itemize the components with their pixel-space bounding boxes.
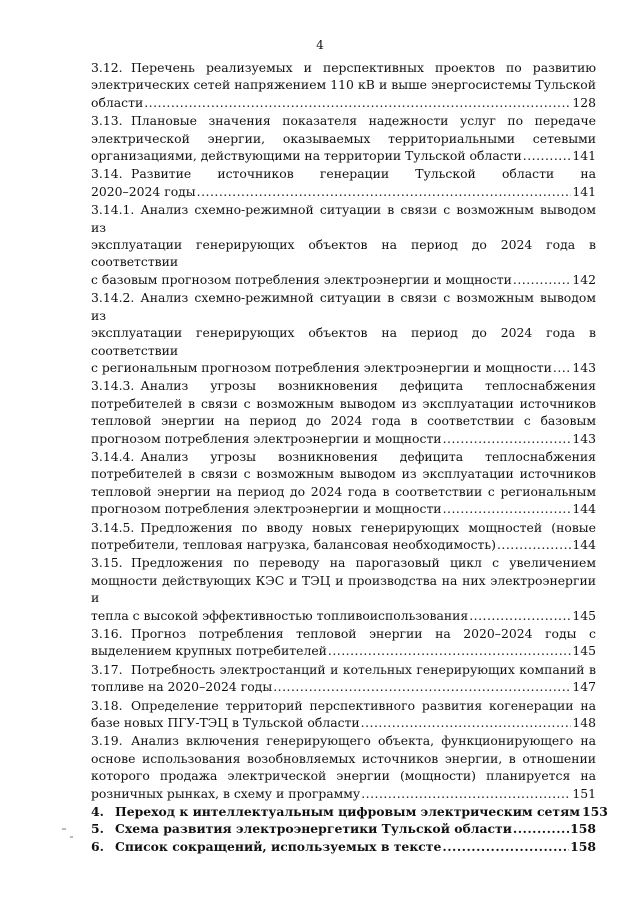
toc-entry-line (91, 625, 596, 642)
toc-entry-text: Анализ схемно-режимной ситуации в связи с возможным выводом из (91, 290, 596, 323)
toc-entry-text: Развитие источников генерации Тульской области на (131, 166, 596, 182)
toc-entry-line (91, 289, 596, 324)
toc-entry-text: эксплуатации генерирующих объектов на период до 2024 года в соответствии (91, 325, 596, 358)
toc-entry-text: которого продажа электрической энергии (мощности) планируется на (91, 768, 596, 784)
toc-entry-text: Анализ угрозы возникновения дефицита теплоснабжения (140, 378, 596, 394)
toc-entry (91, 165, 596, 201)
toc-page-number: 141 (572, 148, 596, 164)
toc-entry-number: 3.14.3. (91, 378, 135, 394)
toc-entry-text: Анализ включения генерирующего объекта, функционирующего на (131, 733, 596, 749)
toc-entry-last-line (91, 147, 596, 164)
toc-entry-line (91, 483, 596, 500)
toc-page-number: 153 (582, 804, 608, 820)
toc-page-number: 141 (572, 183, 596, 199)
toc-entry-text: 2020–2024 годы (91, 183, 196, 199)
toc-entry-line (91, 448, 596, 465)
toc-entry-line (91, 377, 596, 394)
toc-entry-line (91, 697, 596, 714)
toc-entry-line (91, 395, 596, 412)
toc-entry-last-line (91, 642, 596, 659)
toc-leader-dots (361, 714, 572, 731)
toc-section-number: 6. (91, 838, 104, 854)
toc-entry (91, 448, 596, 519)
toc-entry-line (91, 732, 596, 749)
toc-entry-text: прогнозом потребления электроэнергии и мощности (91, 430, 442, 446)
toc-entry-text: с базовым прогнозом потребления электроэнергии и мощности (91, 271, 512, 287)
toc-leader-dots (497, 536, 571, 553)
toc-entry-line (91, 412, 596, 429)
toc-entry-text: тепловой энергии на период до 2024 года в соответствии с базовым (91, 413, 596, 429)
toc-entry (91, 112, 596, 165)
toc-entry (91, 59, 596, 112)
toc-entry-text: Прогноз потребления тепловой энергии на 2020–2024 годы с (131, 626, 596, 641)
toc-entry-number: 3.17. (91, 661, 123, 677)
toc-entry-text: потребителей в связи с возможным выводом из эксплуатации источников (91, 466, 596, 482)
toc-entry-number: 3.14.2. (91, 290, 135, 306)
toc-leader-dots (328, 642, 571, 659)
toc-entry-number: 3.14. (91, 166, 123, 182)
toc-section-number: 4. (91, 804, 104, 820)
toc-entry-number: 3.14.1. (91, 202, 135, 218)
toc-entry-line (91, 165, 596, 182)
toc-entry-last-line (91, 271, 596, 288)
toc-entry-text: розничных рынках, в схему и программу (91, 785, 361, 801)
toc-entry-line (91, 465, 596, 482)
toc-entry-line (91, 661, 596, 678)
toc-entry-text: Анализ схемно-режимной ситуации в связи с возможным выводом из (91, 202, 596, 235)
toc-entry-text: основе использования возобновляемых источников энергии, в отношении (91, 750, 596, 766)
toc-page-number: 143 (572, 430, 596, 446)
toc-page-number: 158 (570, 838, 596, 854)
toc-entry-last-line (91, 359, 596, 376)
toc-page-number: 142 (572, 271, 596, 287)
toc-entry-last-line (91, 785, 596, 802)
page-number: 4 (316, 38, 324, 52)
toc-entry-last-line (91, 94, 596, 111)
toc-leader-dots (513, 820, 569, 837)
toc-entry-text: организациями, действующими на территории Тульской области (91, 148, 522, 164)
table-of-contents (91, 59, 608, 855)
toc-page-number: 144 (572, 501, 596, 517)
toc-entry-line (91, 324, 596, 359)
toc-leader-dots (443, 500, 572, 517)
toc-entry-text: электрических сетей напряжением 110 кВ и выше энергосистемы Тульской (91, 77, 596, 93)
toc-entry (91, 661, 596, 697)
toc-entry-text: тепла с высокой эффективностью топливоиспользования (91, 607, 469, 623)
toc-entry-text: потребители, тепловая нагрузка, балансовая необходимость) (91, 536, 496, 552)
toc-entry (91, 697, 596, 733)
toc-entry-line (91, 750, 596, 767)
toc-entry-text: базе новых ПГУ-ТЭЦ в Тульской области (91, 715, 360, 731)
toc-leader-dots (553, 359, 571, 376)
toc-entry-last-line (91, 678, 596, 695)
toc-page-number: 151 (572, 785, 596, 801)
toc-entry-number: 3.12. (91, 60, 123, 75)
toc-entry-last-line (91, 536, 596, 553)
toc-entry-line (91, 76, 596, 93)
toc-entry-text: Определение территорий перспективного развития когенерации на (131, 697, 596, 713)
toc-section-title: Схема развития электроэнергетики Тульской области (115, 821, 512, 837)
toc-entry-text: Предложения по переводу на парогазовый цикл с увеличением (131, 555, 596, 571)
toc-section-number: 5. (91, 821, 104, 837)
toc-page-number: 148 (572, 715, 596, 731)
toc-page-number: 128 (572, 94, 596, 110)
toc-section-title: Переход к интеллектуальным цифровым электрическим сетям (115, 804, 581, 820)
toc-leader-dots (513, 271, 571, 288)
toc-entry-number: 3.13. (91, 113, 123, 129)
toc-entry-text: топливе на 2020–2024 годы (91, 679, 273, 695)
toc-leader-dots (442, 838, 569, 855)
toc-entry-line (91, 59, 596, 76)
toc-leader-dots (361, 785, 571, 802)
toc-leader-dots (469, 607, 571, 624)
toc-section (91, 838, 596, 855)
toc-section (91, 803, 608, 820)
toc-entry-text: области (91, 94, 144, 110)
scan-artifact (70, 836, 73, 838)
toc-entry (91, 625, 596, 661)
toc-entry-line (91, 572, 596, 607)
toc-entry-line (91, 112, 596, 129)
toc-entry-text: мощности действующих КЭС и ТЭЦ и производства на них электроэнергии и (91, 572, 596, 606)
toc-entry-text: выделением крупных потребителей (91, 643, 327, 659)
toc-entry-text: прогнозом потребления электроэнергии и мощности (91, 501, 442, 517)
toc-page-number: 143 (572, 359, 596, 375)
toc-entry-line (91, 519, 596, 536)
toc-entry-line (91, 554, 596, 571)
toc-entry-text: Анализ угрозы возникновения дефицита теплоснабжения (140, 448, 596, 464)
toc-section (91, 820, 596, 837)
toc-entry-text: Потребность электростанций и котельных генерирующих компаний в (131, 661, 596, 677)
toc-entry-text: Перечень реализуемых и перспективных проектов по развитию (131, 60, 596, 75)
toc-entry-number: 3.18. (91, 697, 123, 713)
toc-entry (91, 377, 596, 448)
toc-page-number: 145 (572, 643, 596, 659)
toc-entry-text: Плановые значения показателя надежности услуг по передаче (131, 113, 596, 129)
toc-entry-last-line (91, 183, 596, 200)
toc-entry-line (91, 201, 596, 236)
toc-entry-text: с региональным прогнозом потребления электроэнергии и мощности (91, 359, 552, 375)
toc-entry (91, 519, 596, 555)
scan-artifact (62, 828, 66, 830)
toc-leader-dots (197, 183, 572, 200)
toc-entry-last-line (91, 500, 596, 517)
toc-page-number: 144 (572, 536, 596, 552)
toc-entry-number: 3.14.4. (91, 448, 135, 464)
toc-entry (91, 289, 596, 377)
toc-entry-last-line (91, 430, 596, 447)
toc-entry-line (91, 767, 596, 784)
toc-entry-text: Предложения по вводу новых генерирующих мощностей (новые (140, 519, 596, 535)
toc-entry-last-line (91, 607, 596, 624)
toc-page-number: 147 (572, 679, 596, 695)
toc-leader-dots (523, 147, 572, 164)
toc-entry-line (91, 130, 596, 147)
toc-entry (91, 201, 596, 289)
toc-leader-dots (443, 430, 572, 447)
toc-entry-number: 3.19. (91, 733, 123, 749)
toc-entry-number: 3.16. (91, 626, 123, 641)
toc-entry-last-line (91, 714, 596, 731)
toc-page-number: 158 (570, 821, 596, 837)
toc-entry (91, 554, 596, 625)
toc-entry-text: потребителей в связи с возможным выводом из эксплуатации источников (91, 395, 596, 411)
toc-entry-number: 3.15. (91, 555, 123, 571)
toc-leader-dots (144, 94, 571, 111)
toc-entry-text: электрической энергии, оказываемых территориальными сетевыми (91, 130, 596, 146)
toc-entry (91, 732, 596, 803)
toc-page-number: 145 (572, 607, 596, 623)
toc-entry-line (91, 236, 596, 271)
toc-section-title: Список сокращений, используемых в тексте (115, 838, 442, 854)
toc-entry-number: 3.14.5. (91, 519, 135, 535)
toc-entry-text: тепловой энергии на период до 2024 года в соответствии с региональным (91, 483, 596, 499)
toc-entry-text: эксплуатации генерирующих объектов на период до 2024 года в соответствии (91, 237, 596, 270)
toc-leader-dots (273, 678, 571, 695)
